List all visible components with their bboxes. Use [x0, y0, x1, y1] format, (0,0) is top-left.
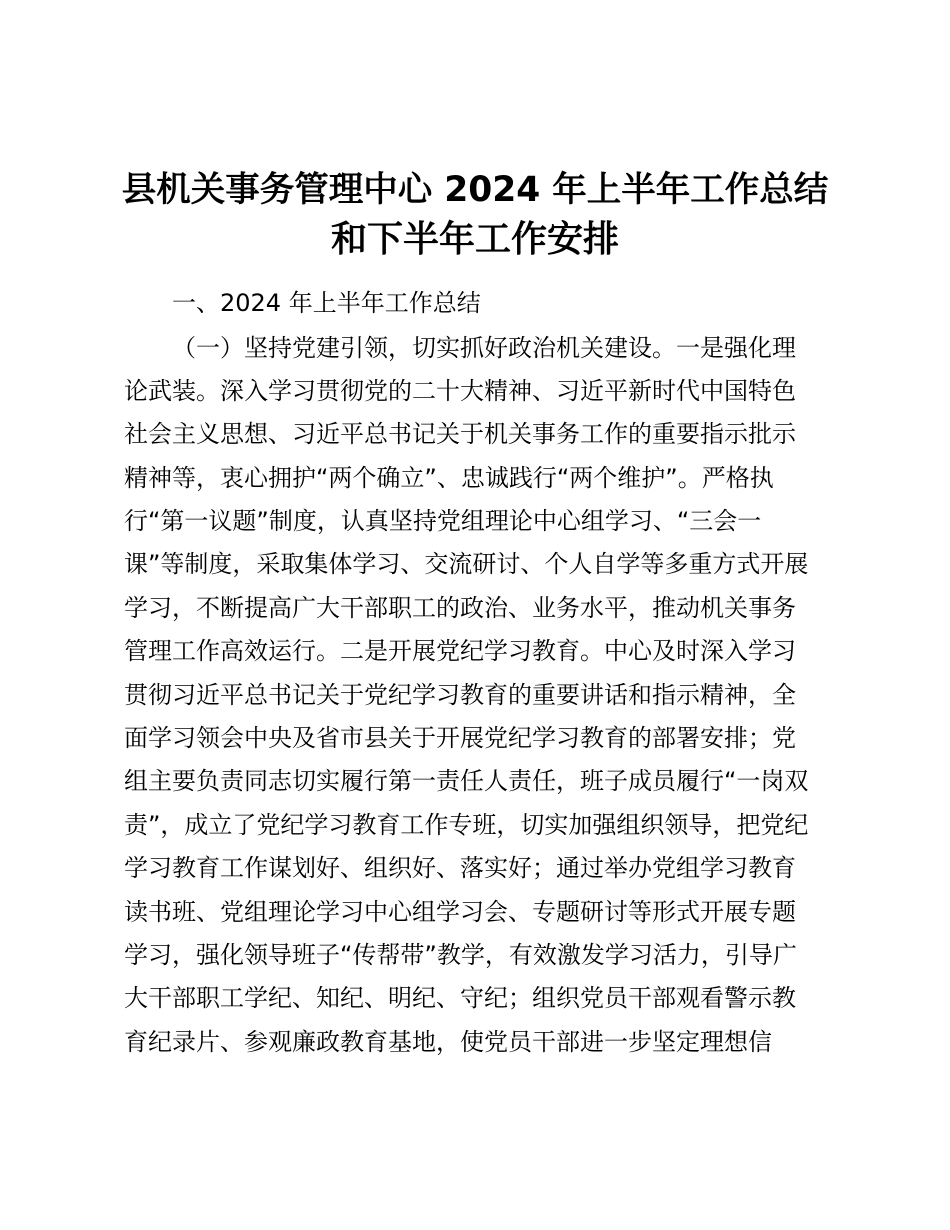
body-line: 组主要负责同志切实履行第一责任人责任，班子成员履行“一岗双 [124, 767, 809, 795]
body-line: 课”等制度，采取集体学习、交流研讨、个人自学等多重方式开展 [124, 550, 809, 578]
body-line: 大干部职工学纪、知纪、明纪、守纪；组织党员干部观看警示教 [124, 984, 796, 1012]
body-line: 论武装。深入学习贯彻党的二十大精神、习近平新时代中国特色 [124, 377, 796, 405]
body-line: 学习，不断提高广大干部职工的政治、业务水平，推动机关事务 [124, 594, 796, 622]
body-line: 贯彻习近平总书记关于党纪学习教育的重要讲话和指示精神，全 [124, 681, 796, 709]
document-title-line-1: 县机关事务管理中心 2024 年上半年工作总结 [121, 170, 829, 210]
body-line: 育纪录片、参观廉政教育基地，使党员干部进一步坚定理想信 [124, 1028, 772, 1056]
body-line: 读书班、党组理论学习中心组学习会、专题研讨等形式开展专题 [124, 898, 796, 926]
body-line: 面学习领会中央及省市县关于开展党纪学习教育的部署安排；党 [124, 724, 796, 752]
body-line: 学习，强化领导班子“传帮带”教学，有效激发学习活力，引导广 [124, 941, 797, 969]
body-line: 行“第一议题”制度，认真坚持党组理论中心组学习、“三会一 [124, 507, 762, 535]
body-line: 管理工作高效运行。二是开展党纪学习教育。中心及时深入学习 [124, 637, 796, 665]
body-line: 责”，成立了党纪学习教育工作专班，切实加强组织领导，把党纪 [124, 811, 809, 839]
body-line: 学习教育工作谋划好、组织好、落实好；通过举办党组学习教育 [124, 854, 796, 882]
body-line: 社会主义思想、习近平总书记关于机关事务工作的重要指示批示 [124, 420, 796, 448]
document-title-line-2: 和下半年工作安排 [330, 219, 619, 260]
section-heading: 一、2024 年上半年工作总结 [172, 289, 481, 317]
body-line: （一）坚持党建引领，切实抓好政治机关建设。一是强化理 [172, 334, 796, 362]
body-line: 精神等，衷心拥护“两个确立”、忠诚践行“两个维护”。严格执 [124, 464, 774, 492]
